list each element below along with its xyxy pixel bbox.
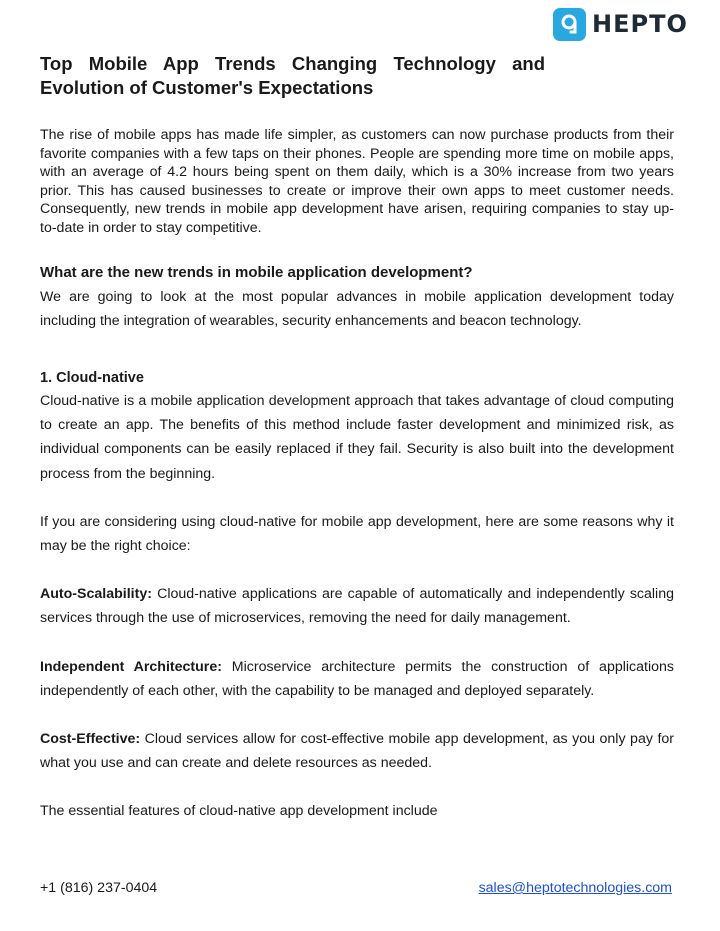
brand-logo (553, 6, 688, 42)
benefit-auto-scalability (40, 582, 674, 630)
benefit-independent-architecture (40, 655, 674, 703)
phone-number: +1 (816) 237-0404 (40, 880, 158, 896)
section-heading: What are the new trends in mobile application development? (40, 263, 473, 281)
email-link[interactable]: sales@heptotechnologies.com (478, 880, 672, 896)
benefit-text: Cloud services allow for cost-effective mobile app development, as you only pay for what you use and can create and delete resources as needed. (40, 731, 674, 772)
section-paragraph: We are going to look at the most popular advances in mobile application development today including the integration of wearables, security enhancements and beacon technology. (40, 288, 674, 329)
hepto-logo-icon (553, 8, 586, 41)
benefit-term: Independent Architecture: (40, 658, 222, 675)
cloud-native-heading: 1. Cloud-native (40, 369, 144, 386)
document-body (40, 52, 674, 824)
reasons-paragraph: If you are considering using cloud-native for mobile app development, here are some reasons why it may be the right choice: (40, 513, 674, 554)
benefit-text: Cloud-native applications are capable of automatically and independently scaling services through the use of microservices, removing the need for daily management. (40, 586, 674, 627)
benefit-cost-effective (40, 727, 674, 775)
brand-name: HEPTO (592, 10, 688, 38)
benefit-term: Cost-Effective: (40, 731, 141, 747)
cloud-native-paragraph: Cloud-native is a mobile application development approach that takes advantage of cloud computing to create an app. The benefits of this method include faster development and minimized risk, as individual components can be easily replaced if they fail. Security is also built into the development process from the beginning. (40, 392, 674, 482)
page-footer (40, 880, 672, 896)
intro-paragraph: The rise of mobile apps has made life simpler, as customers can now purchase products from their favorite companies with a few taps on their phones. People are spending more time on mobile apps, with an average of 4.2 hours being spent on them daily, which is a 30% increase from two years prior. This has caused businesses to create or improve their own apps to meet customer needs. Consequently, new trends in mobile app development have arisen, requiring companies to stay up-to-date in order to stay competitive. (40, 127, 674, 236)
benefit-term: Auto-Scalability: (40, 586, 152, 603)
page-title: Top Mobile App Trends Changing Technology and Evolution of Customer's Expectations (40, 53, 545, 98)
features-paragraph: The essential features of cloud-native app development include (40, 803, 438, 820)
benefit-text: Microservice architecture permits the construction of applications independently of each other, with the capability to be managed and deployed separately. (40, 658, 674, 699)
